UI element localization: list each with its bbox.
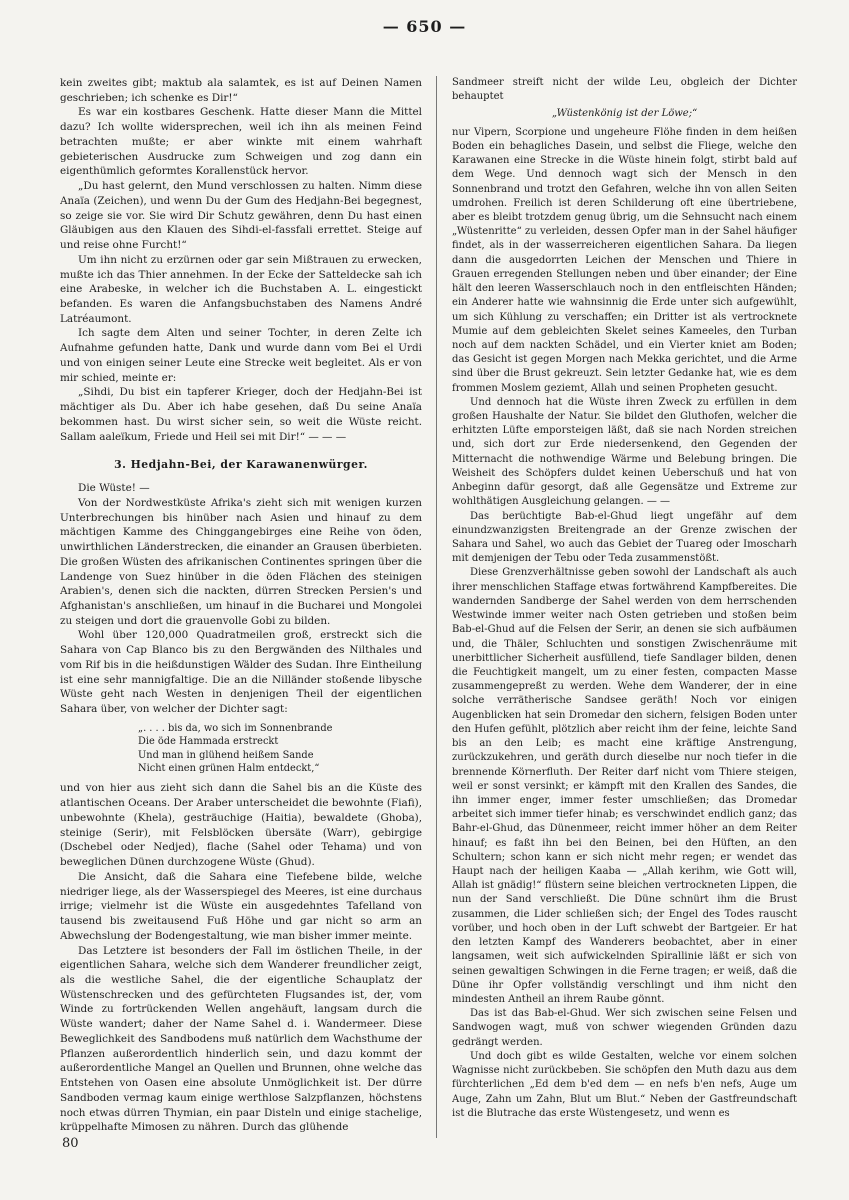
paragraph: „Sihdi, Du bist ein tapferer Krieger, doch der Hedjahn-Bei ist mächtiger als Du. Aber ich habe gesehen, daß Du seine Anaïa bekommen hast. Du wirst sicher sein, so weit die Wüste reicht. Sallam aaleïkum, Friede und Heil sei mit Dir!“ — — — (60, 386, 422, 443)
quote-line: „Wüstenkönig ist der Löwe;“ (551, 108, 698, 120)
section-heading: 3. Hedjahn-Bei, der Karawanenwürger. (114, 458, 368, 472)
paragraph: Das ist das Bab-el-Ghud. Wer sich zwischen seine Felsen und Sandwogen wagt, muß von schwer wiegenden Gründen dazu gedrängt werden. (452, 1008, 797, 1048)
paragraph: Die Wüste! — (78, 482, 150, 495)
paragraph: und von hier aus zieht sich dann die Sahel bis an die Küste des atlantischen Oceans. Der Araber unterscheidet die bewohnte (Fiafi), unbewohnte (Khela), gesträuchige (Haitia), bewaldete (Ghoba), steinige (Serir), mit Felsblöcken übersäte (Warr), gebirgige (Dschebel oder Nedjed), flache (Sahel oder Tehama) und von beweglichen Dünen durchzogene Wüste (Ghud). (60, 782, 422, 869)
paragraph: Um ihn nicht zu erzürnen oder gar sein Mißtrauen zu erwecken, mußte ich das Thier annehmen. In der Ecke der Satteldecke sah ich eine Arabeske, in welcher ich die Buchstaben A. L. eingestickt befanden. Es waren die Anfangsbuchstaben des Namens André Latréaumont. (60, 253, 422, 325)
paragraph: Diese Grenzverhältnisse geben sowohl der Landschaft als auch ihrer menschlichen Staffage etwas fortwährend Kampfbereites. Die wandernden Sandberge der Sahel werden von dem herrschenden Westwinde immer weiter nach Osten getrieben und stoßen beim Bab-el-Ghud auf die Felsen der Serir, an denen sie sich aufbäumen und, die Thäler, Schluchten und sonstigen Zwischenräume mit unerbittlicher Sicherheit ausfüllend, tiefe Sandlager bilden, denen die Feuchtigkeit mangelt, um zu einer festen, compacten Masse zusammengepreßt zu werden. Wehe dem Wanderer, der in eine solche verrätherische Sandsee geräth! Noch vor einigen Augenblicken hat sein Dromedar den sichern, felsigen Boden unter den Hufen gefühlt, plötzlich aber reicht ihm der feine, leichte Sand bis an den Leib; es macht eine kräftige Anstrengung, zurückzukehren, und geräth durch dieselbe nur noch tiefer in die brennende Körnerfluth. Der Reiter darf nicht vom Thiere steigen, weil er sonst versinkt; er kämpft mit den Krallen des Sandes, die ihn immer enger, immer fester umschließen; das Dromedar arbeitet sich immer tiefer hinab; es verschwindet endlich ganz; das Bahr-el-Ghud, das Dünenmeer, reicht immer höher an dem Reiter hinauf; es faßt ihn bei den Beinen, bei den Hüften, an den Schultern; schon kann er sich nicht mehr regen; er wendet das Haupt nach der heiligen Kaaba — „Allah kerihm, wie Gott will, Allah ist gnädig!“ flüstern seine bleichen vertrockneten Lippen, die nun der Sand verschließt. Die Düne schnürt ihm die Brust zusammen, die Lider schließen sich; der Engel des Todes rauscht vorüber, und hoch oben in der Luft schwebt der Bartgeier. Er hat den letzten Kampf des Wanderers beobachtet, aber in einer langsamen, weit sich aufwickelnden Spirallinie läßt er sich von seinen gewaltigen Schwingen in die Ferne tragen; er weiß, daß die Düne ihr Opfer vollständig verschlingt und ihm nicht den mindesten Antheil an ihrem Raube gönnt. (452, 567, 797, 1005)
paragraph: Wohl über 120,000 Quadratmeilen groß, erstreckt sich die Sahara von Cap Blanco bis zu den Bergwänden des Nilthales und vom Rif bis in die heißdunstigen Wälder des Sudan. Ihre Eintheilung ist eine sehr mannigfaltige. Die an die Nilländer stoßende libysche Wüste geht nach Westen in denjenigen Theil der eigentlichen Sahara über, von welcher der Dichter sagt: (60, 629, 422, 716)
left-column (60, 76, 422, 1140)
paragraph: Das berüchtigte Bab-el-Ghud liegt ungefähr auf dem einundzwanzigsten Breitengrade an der Grenze zwischen der Sahara und Sahel, wo auch das Gebiet der Tuareg oder Imoscharh mit demjenigen der Tebu oder Teda zusammenstößt. (452, 510, 797, 565)
right-column (452, 76, 797, 1140)
verse-line: Nicht einen grünen Halm entdeckt,“ (138, 763, 320, 775)
verse-line: „. . . . bis da, wo sich im Sonnenbrande (138, 722, 333, 734)
paragraph: „Du hast gelernt, den Mund verschlossen zu halten. Nimm diese Anaïa (Zeichen), und wenn Du der Gum des Hedjahn-Bei begegnest, so zeige sie vor. Sie wird Dir Schutz gewähren, denn Du hast einen Gläubigen aus den Klauen des Sihdi-el-fassfali errettet. Steige auf und reise ohne Furcht!“ (60, 180, 422, 252)
verse-quote (138, 722, 422, 776)
page-number: — 650 — (382, 17, 467, 36)
verse-line: Und man in glühend heißem Sande (138, 749, 314, 761)
paragraph: Das Letztere ist besonders der Fall im östlichen Theile, in der eigentlichen Sahara, welche sich dem Wanderer freundlicher zeigt, als die westliche Sahel, die der eigentliche Schauplatz der Wüstenschrecken und des gefürchteten Flugsandes ist, der, vom Winde zu fortrückenden Wellen angehäuft, langsam durch die Wüste wandert; daher der Name Sahel d. i. Wandermeer. Diese Beweglichkeit des Sandbodens muß natürlich dem Wachsthume der Pflanzen außerordentlich hinderlich sein, und dazu kommt der außerordentliche Mangel an Quellen und Brunnen, ohne welche das Entstehen von Oasen eine absolute Unmöglichkeit ist. Der dürre Sandboden vermag kaum einige werthlose Salzpflanzen, höchstens noch etwas dürren Thymian, ein paar Disteln und einige stachelige, krüppelhafte Mimosen zu nähren. Durch das glühende (60, 944, 422, 1134)
paragraph: nur Vipern, Scorpione und ungeheure Flöhe finden in dem heißen Boden ein behagliches Dasein, und selbst die Fliege, welche den Karawanen eine Strecke in die Wüste hinein folgt, stirbt bald auf dem Wege. Und dennoch wagt sich der Mensch in den Sonnenbrand und trotzt den Gefahren, welche ihn von allen Seiten umdrohen. Freilich ist deren Schilderung oft eine übertriebene, aber es bleibt trotzdem genug übrig, um die Sehnsucht nach einem „Wüstenritte“ zu verleiden, dessen Opfer man in der Sahel häufiger findet, als in der wasserreicheren eigentlichen Sahara. Da liegen dann die ausgedorrten Leichen der Menschen und Thiere in Grauen erregenden Stellungen neben und über einander; der Eine hält den leeren Wasserschlauch noch in den entfleischten Händen; ein Anderer hatte wie wahnsinnig die Erde unter sich aufgewühlt, um sich Kühlung zu verschaffen; ein Dritter ist als vertrocknete Mumie auf dem gebleichten Skelet seines Kameeles, den Turban noch auf dem nackten Schädel, und ein Vierter kniet am Boden; das Gesicht ist gegen Morgen nach Mekka gerichtet, und die Arme sind über die Brust gekreuzt. Sein letzter Gedanke hat, wie es dem frommen Moslem geziemt, Allah und seinen Propheten gesucht. (452, 126, 797, 394)
column-divider (436, 76, 437, 1138)
paragraph: Von der Nordwestküste Afrika's zieht sich mit wenigen kurzen Unterbrechungen bis hinüber nach Asien und hinauf zu dem mächtigen Kamme des Chinggangebirges eine Reihe von öden, unwirthlichen Länderstrecken, die einander an Grausen überbieten. Die großen Wüsten des afrikanischen Continentes springen über die Landenge von Suez hinüber in die öden Flächen des steinigen Arabien's, denen sich die nackten, dürren Strecken Persien's und Afghanistan's anschließen, um hinauf in die Bucharei und Mongolei zu steigen und dort die grauenvolle Gobi zu bilden. (60, 496, 422, 627)
verse-line: Die öde Hammada erstreckt (138, 736, 279, 748)
paragraph: Die Ansicht, daß die Sahara eine Tiefebene bilde, welche niedriger liege, als der Wasserspiegel des Meeres, ist eine durchaus irrige; vielmehr ist die Wüste ein ausgedehntes Tafelland von tausend bis zweitausend Fuß Höhe und gar nicht so arm an Abwechslung der Bodengestaltung, wie man bisher immer meinte. (60, 870, 422, 942)
paragraph: Es war ein kostbares Geschenk. Hatte dieser Mann die Mittel dazu? Ich wollte widersprechen, weil ich ihn als meinen Feind betrachten mußte; er aber winkte mit einem wahrhaft gebieterischen Ausdrucke zum Schweigen und zog dann ein eigenthümlich geformtes Korallenstück hervor. (60, 106, 422, 178)
paragraph: Sandmeer streift nicht der wilde Leu, obgleich der Dichter behauptet (452, 77, 797, 103)
paragraph: Und dennoch hat die Wüste ihren Zweck zu erfüllen in dem großen Haushalte der Natur. Sie bildet den Gluthofen, welcher die erhitzten Lüfte emporsteigen läßt, daß sie nach Norden streichen und, sich dort zur Erde niedersenkend, den Gegenden der Mitternacht die nothwendige Wärme und Belebung bringen. Die Weisheit des Schöpfers duldet keinen Ueberschuß und hat von Anbeginn dafür gesorgt, daß alle Gegensätze und Extreme zur wohlthätigen Ausgleichung gelangen. — — (452, 396, 797, 508)
paragraph: Und doch gibt es wilde Gestalten, welche vor einem solchen Wagnisse nicht zurückbeben. Sie schöpfen den Muth dazu aus dem fürchterlichen „Ed dem b'ed dem — en nefs b'en nefs, Auge um Auge, Zahn um Zahn, Blut um Blut.“ Neben der Gastfreundschaft ist die Blutrache das erste Wüstengesetz, und wenn es (452, 1050, 797, 1119)
signature-number: 80 (62, 1136, 79, 1151)
paragraph: kein zweites gibt; maktub ala salamtek, es ist auf Deinen Namen geschrieben; ich schenke es Dir!“ (60, 77, 422, 104)
paragraph: Ich sagte dem Alten und seiner Tochter, in deren Zelte ich Aufnahme gefunden hatte, Dank und wurde dann vom Bei el Urdi und von einigen seiner Leute eine Strecke weit begleitet. Als er von mir schied, meinte er: (60, 327, 422, 384)
